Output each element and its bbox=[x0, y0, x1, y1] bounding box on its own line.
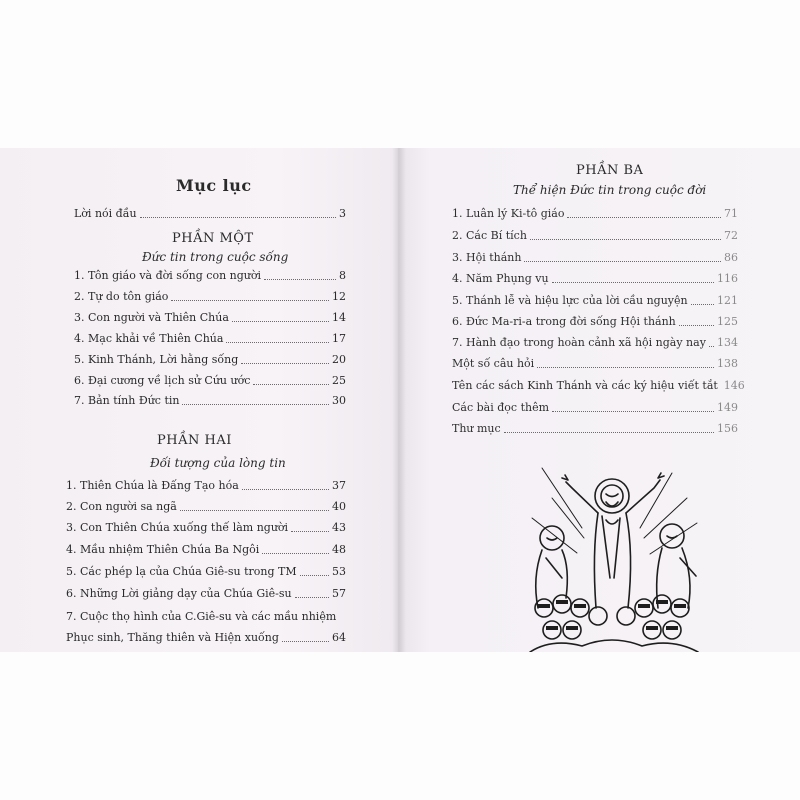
toc-entry-label: 4. Mạc khải về Thiên Chúa bbox=[74, 332, 224, 345]
leader-dots bbox=[552, 411, 714, 412]
toc-entry-page: 72 bbox=[724, 229, 738, 242]
toc-entry bbox=[66, 586, 346, 602]
leader-dots bbox=[679, 325, 714, 326]
toc-entry-label: 1. Tôn giáo và đời sống con người bbox=[74, 269, 262, 282]
toc-entry-page: 12 bbox=[332, 290, 346, 303]
toc-entry-label: 6. Đức Ma-ri-a trong đời sống Hội thánh bbox=[452, 315, 676, 328]
leader-dots bbox=[691, 304, 714, 305]
toc-entry-page: 43 bbox=[332, 521, 346, 534]
toc-entry bbox=[66, 520, 346, 536]
toc-entry bbox=[452, 400, 738, 416]
toc-entry-label: 7. Hành đạo trong hoàn cảnh xã hội ngày nay bbox=[452, 336, 706, 349]
toc-entry-page: 121 bbox=[717, 294, 738, 307]
leader-dots bbox=[253, 384, 329, 385]
toc-entry-label: 7. Bản tính Đức tin bbox=[74, 394, 180, 407]
background-bottom bbox=[0, 652, 800, 800]
toc-entry-page: 17 bbox=[332, 332, 346, 345]
leader-dots bbox=[567, 217, 721, 218]
leader-dots bbox=[232, 321, 329, 322]
leader-dots bbox=[282, 641, 329, 642]
toc-entry-page: 20 bbox=[332, 353, 346, 366]
leader-dots bbox=[295, 597, 329, 598]
leader-dots bbox=[524, 261, 721, 262]
toc-entry bbox=[74, 331, 346, 347]
toc-entry bbox=[66, 499, 346, 515]
part-two-subtitle: Đối tượng của lòng tin bbox=[150, 456, 286, 470]
toc-entry-page: 64 bbox=[332, 631, 346, 644]
toc-entry-page: 125 bbox=[717, 315, 738, 328]
leader-dots bbox=[504, 432, 714, 433]
part-three-subtitle: Thể hiện Đức tin trong cuộc đời bbox=[513, 183, 707, 197]
leader-dots bbox=[182, 404, 329, 405]
leader-dots bbox=[291, 531, 329, 532]
toc-entry-label: 5. Các phép lạ của Chúa Giê-su trong TM bbox=[66, 565, 297, 578]
part-two-heading: PHẦN HAI bbox=[157, 433, 232, 448]
part-one-subtitle: Đức tin trong cuộc sống bbox=[142, 250, 289, 264]
toc-entry bbox=[74, 268, 346, 284]
toc-entry-label: 2. Các Bí tích bbox=[452, 229, 527, 242]
toc-entry bbox=[452, 206, 738, 222]
toc-entry-page: 149 bbox=[717, 401, 738, 414]
toc-entry-page: 40 bbox=[332, 500, 346, 513]
page-title: Mục lục bbox=[176, 176, 252, 195]
toc-entry-label: Tên các sách Kinh Thánh và các ký hiệu viết tắt bbox=[452, 379, 718, 392]
leader-dots bbox=[552, 282, 714, 283]
toc-entry-page: 3 bbox=[339, 207, 346, 220]
toc-entry-label: Lời nói đầu bbox=[74, 207, 137, 220]
toc-entry-label: Một số câu hỏi bbox=[452, 357, 535, 370]
toc-entry-preface bbox=[74, 206, 346, 222]
toc-entry-page: 134 bbox=[717, 336, 738, 349]
toc-entry-label: 3. Con Thiên Chúa xuống thế làm người bbox=[66, 521, 289, 534]
toc-entry bbox=[452, 271, 738, 287]
toc-entry-label: 2. Tự do tôn giáo bbox=[74, 290, 169, 303]
toc-entry-label: 7. Cuộc thọ hình của C.Giê-su và các mầu nhiệm bbox=[66, 610, 337, 623]
toc-entry-page: 25 bbox=[332, 374, 346, 387]
toc-entry-page: 30 bbox=[332, 394, 346, 407]
leader-dots bbox=[242, 489, 329, 490]
leader-dots bbox=[709, 346, 714, 347]
leader-dots bbox=[140, 217, 336, 218]
toc-entry-label: 4. Mầu nhiệm Thiên Chúa Ba Ngôi bbox=[66, 543, 260, 556]
toc-entry bbox=[452, 293, 738, 309]
toc-entry-page: 116 bbox=[717, 272, 738, 285]
leader-dots bbox=[226, 342, 329, 343]
toc-entry bbox=[452, 228, 738, 244]
book-spine bbox=[392, 148, 406, 652]
leader-dots bbox=[262, 553, 329, 554]
toc-entry-label: 3. Hội thánh bbox=[452, 251, 522, 264]
leader-dots bbox=[241, 363, 329, 364]
leader-dots bbox=[171, 300, 329, 301]
toc-entry-page: 48 bbox=[332, 543, 346, 556]
toc-entry bbox=[66, 542, 346, 558]
toc-entry bbox=[66, 478, 346, 494]
toc-entry-page: 86 bbox=[724, 251, 738, 264]
toc-entry bbox=[74, 310, 346, 326]
toc-entry-label: Thư mục bbox=[452, 422, 501, 435]
toc-entry bbox=[452, 356, 738, 372]
leader-dots bbox=[537, 367, 714, 368]
toc-entry-label: 5. Thánh lễ và hiệu lực của lời cầu nguyện bbox=[452, 294, 688, 307]
toc-entry-label: 1. Luân lý Ki-tô giáo bbox=[452, 207, 565, 220]
leader-dots bbox=[264, 279, 336, 280]
part-one-heading: PHẦN MỘT bbox=[172, 231, 254, 246]
toc-entry-label: Các bài đọc thêm bbox=[452, 401, 550, 414]
toc-entry-label: 5. Kinh Thánh, Lời hằng sống bbox=[74, 353, 239, 366]
toc-entry-page: 71 bbox=[724, 207, 738, 220]
toc-entry-page: 8 bbox=[339, 269, 346, 282]
toc-entry bbox=[452, 421, 738, 437]
toc-entry-label: 6. Đại cương về lịch sử Cứu ước bbox=[74, 374, 251, 387]
toc-entry-page: 156 bbox=[717, 422, 738, 435]
toc-entry bbox=[452, 335, 738, 351]
toc-entry bbox=[66, 564, 346, 580]
toc-entry bbox=[74, 289, 346, 305]
toc-entry bbox=[452, 250, 738, 266]
toc-entry bbox=[452, 378, 745, 394]
toc-entry-page: 37 bbox=[332, 479, 346, 492]
toc-entry-page: 138 bbox=[717, 357, 738, 370]
toc-entry-label: 4. Năm Phụng vụ bbox=[452, 272, 549, 285]
toc-entry-page: 146 bbox=[723, 379, 745, 392]
toc-entry-page: 14 bbox=[332, 311, 346, 324]
toc-entry-label: 3. Con người và Thiên Chúa bbox=[74, 311, 229, 324]
leader-dots bbox=[530, 239, 721, 240]
toc-entry-page: 57 bbox=[332, 587, 346, 600]
toc-entry-label: 6. Những Lời giảng dạy của Chúa Giê-su bbox=[66, 587, 292, 600]
toc-entry bbox=[74, 393, 346, 409]
toc-entry-label: Phục sinh, Thăng thiên và Hiện xuống bbox=[66, 631, 279, 644]
toc-entry-label: 2. Con người sa ngã bbox=[66, 500, 177, 513]
background-top bbox=[0, 0, 800, 148]
part-three-heading: PHẦN BA bbox=[576, 163, 644, 178]
toc-entry-label: 1. Thiên Chúa là Đấng Tạo hóa bbox=[66, 479, 239, 492]
toc-entry bbox=[74, 373, 346, 389]
toc-entry bbox=[66, 630, 346, 646]
leader-dots bbox=[180, 510, 329, 511]
leader-dots bbox=[300, 575, 329, 576]
toc-entry bbox=[452, 314, 738, 330]
toc-entry-page: 53 bbox=[332, 565, 346, 578]
toc-entry bbox=[74, 352, 346, 368]
ascension-illustration bbox=[522, 458, 702, 652]
